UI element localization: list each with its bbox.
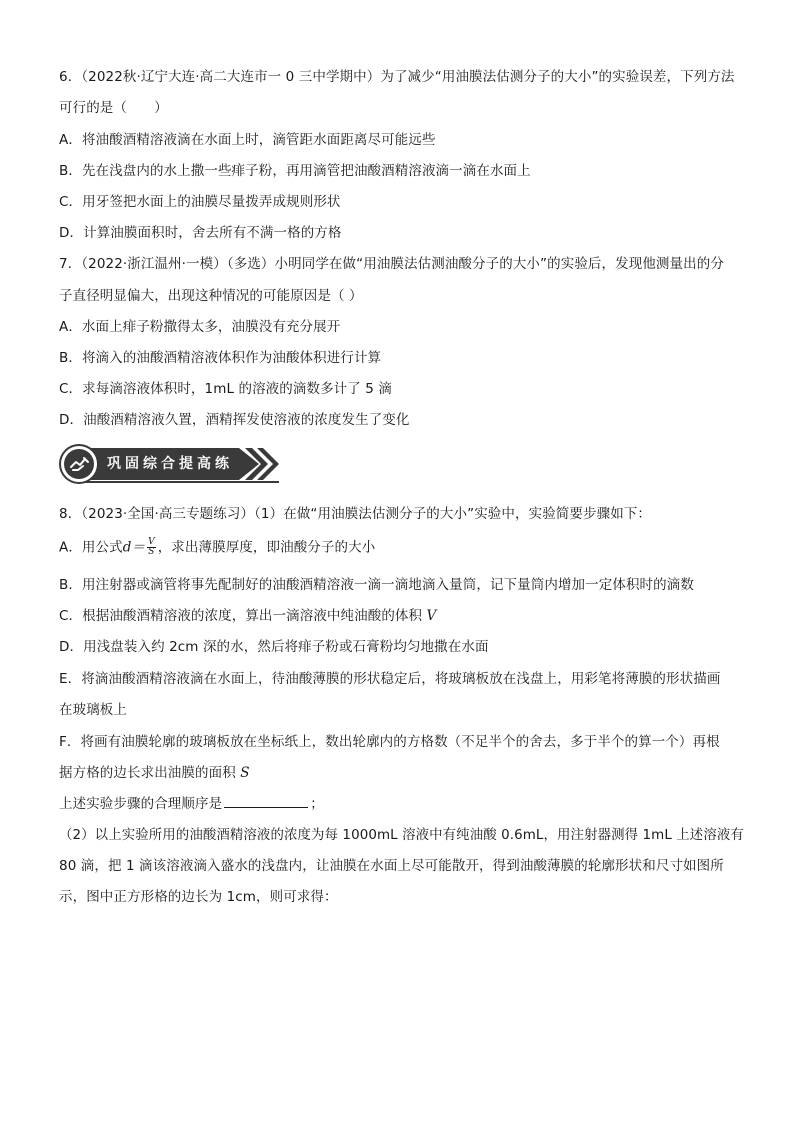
q8-step-c-text: C．根据油酸酒精溶液的浓度，算出一滴溶液中纯油酸的体积 <box>59 608 427 624</box>
q8-step-c <box>59 607 436 625</box>
q8-step-b: B．用注射器或滴管将事先配制好的油酸酒精溶液一滴一滴地滴入量筒，记下量筒内增加一定体积时的滴数 <box>59 577 694 593</box>
q8-part2-line3: 示，图中正方形格的边长为 1cm，则可求得： <box>59 889 338 905</box>
q6-option-d: D．计算油膜面积时，舍去所有不满一格的方格 <box>59 225 342 241</box>
q8-step-a <box>59 538 375 557</box>
q7-option-a: A．水面上痱子粉撒得太多，油膜没有充分展开 <box>59 319 341 335</box>
q8-order-answer-blank[interactable] <box>224 795 308 808</box>
q8-step-a-suffix: ，求出薄膜厚度，即油酸分子的大小 <box>157 539 376 556</box>
q8-part2-line1: （2）以上实验所用的油酸酒精溶液的浓度为每 1000mL 溶液中有纯油酸 0.6mL，用注射器测得 1mL 上述溶液有 <box>59 827 744 843</box>
section-title: 巩固综合提高练 <box>107 456 233 472</box>
q8-step-f-line2 <box>59 764 250 782</box>
section-banner <box>59 444 283 484</box>
q8-step-f-var: S <box>240 765 250 781</box>
q8-formula-lhs: d＝ <box>122 539 146 556</box>
q8-step-a-prefix: A．用公式 <box>59 539 123 556</box>
q6-stem-line1: 6．（2022秋·辽宁大连·高二大连市一 0 三中学期中）为了减少“用油膜法估测分子的大小”的实验误差，下列方法 <box>59 69 735 85</box>
q8-order-suffix: ； <box>310 796 324 812</box>
q8-step-f-text: 据方格的边长求出油膜的面积 <box>59 765 241 781</box>
q8-order-prompt <box>59 795 324 813</box>
q8-step-f-line1: F．将画有油膜轮廓的玻璃板放在坐标纸上，数出轮廓内的方格数（不足半个的舍去，多于半个的算一个）再根 <box>59 734 720 750</box>
q8-step-d: D．用浅盘装入约 2cm 深的水，然后将痱子粉或石膏粉均匀地撒在水面 <box>59 639 489 655</box>
q7-stem-line1: 7．（2022·浙江温州·一模）（多选）小明同学在做“用油膜法估测油酸分子的大小”的实验后，发现他测量出的分 <box>59 256 724 272</box>
q8-step-e-line1: E．将滴油酸酒精溶液滴在水面上，待油酸薄膜的形状稳定后，将玻璃板放在浅盘上，用彩笔将薄膜的形状描画 <box>59 671 721 687</box>
q8-formula-fraction <box>147 538 156 557</box>
q8-formula-denominator: S <box>148 547 155 557</box>
q6-option-c: C．用牙签把水面上的油膜尽量拨弄成规则形状 <box>59 194 341 210</box>
q7-option-d: D．油酸酒精溶液久置，酒精挥发使溶液的浓度发生了变化 <box>59 412 410 428</box>
q6-stem-line2: 可行的是（ ） <box>59 100 168 116</box>
q8-stem-line1: 8．（2023·全国·高三专题练习）（1）在做“用油膜法估测分子的大小”实验中，实验简要步骤如下： <box>59 506 652 522</box>
q8-part2-line2: 80 滴，把 1 滴该溶液滴入盛水的浅盘内，让油膜在水面上尽可能散开，得到油酸薄膜的轮廓形状和尺寸如图所 <box>59 858 724 874</box>
q8-formula-numerator: V <box>148 537 155 547</box>
q6-option-b: B．先在浅盘内的水上撒一些痱子粉，再用滴管把油酸酒精溶液滴一滴在水面上 <box>59 163 531 179</box>
q7-option-b: B．将滴入的油酸酒精溶液体积作为油酸体积进行计算 <box>59 350 382 366</box>
q8-order-label: 上述实验步骤的合理顺序是 <box>59 796 223 812</box>
q7-option-c: C．求每滴溶液体积时，1mL 的溶液的滴数多计了 5 滴 <box>59 381 392 397</box>
q8-step-e-line2: 在玻璃板上 <box>59 702 127 718</box>
q6-option-a: A．将油酸酒精溶液滴在水面上时，滴管距水面距离尽可能远些 <box>59 132 436 148</box>
q7-stem-line2: 子直径明显偏大，出现这种情况的可能原因是（ ） <box>59 288 363 304</box>
q8-step-c-var: V <box>426 608 437 624</box>
